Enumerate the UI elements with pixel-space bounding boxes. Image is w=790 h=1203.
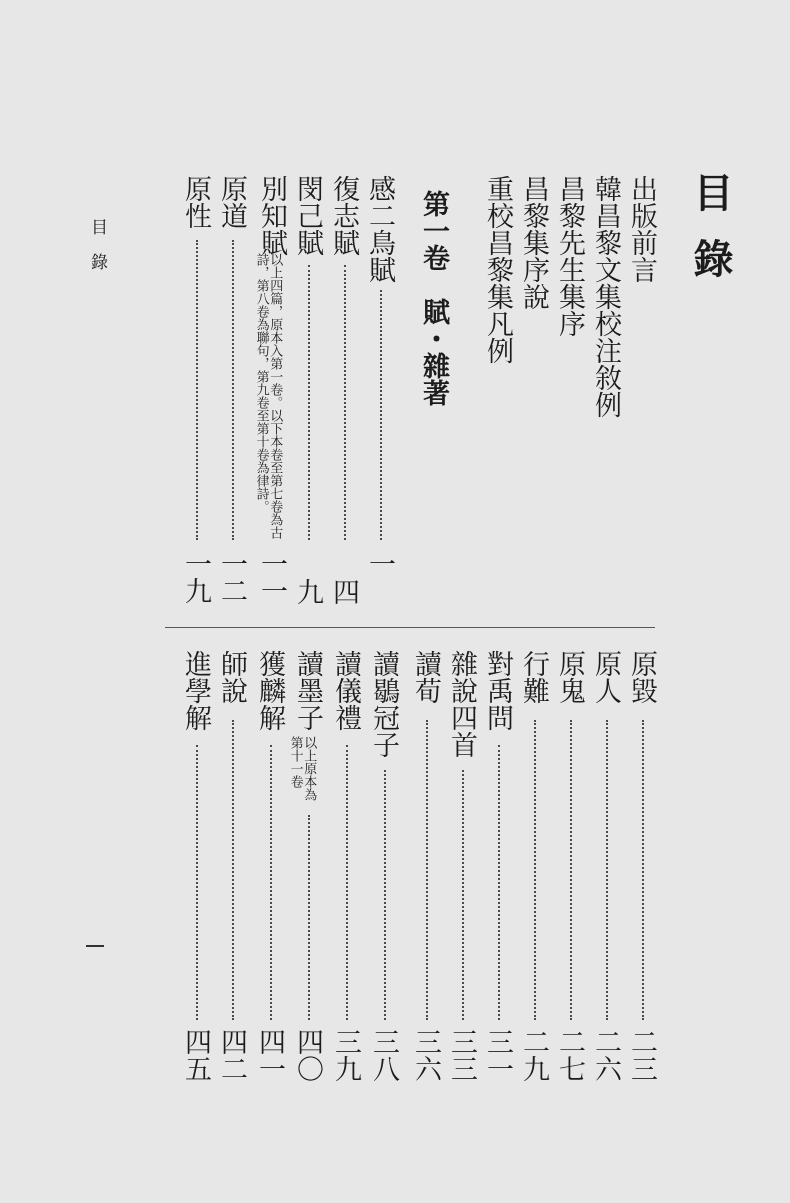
- toc-entry-page: 二七: [554, 1028, 585, 1082]
- toc-entry-title: 原毀: [626, 650, 657, 704]
- dot-leader: [642, 720, 644, 1020]
- toc-entry-title: 感二鳥賦: [364, 175, 395, 283]
- dot-leader: [498, 745, 500, 1020]
- toc-entry-title: 雜說四首: [446, 650, 477, 758]
- toc-entry-page: 一一: [256, 550, 287, 604]
- front-matter-item: 韓昌黎文集校注敘例: [590, 175, 621, 418]
- toc-entry-title: 進學解: [180, 650, 211, 731]
- page-title: 目錄: [687, 172, 734, 304]
- toc-entry-page: 九: [292, 578, 323, 605]
- toc-entry-page: 四一: [254, 1028, 285, 1082]
- toc-entry-title: 復志賦: [328, 175, 359, 256]
- dot-leader: [570, 720, 572, 1020]
- toc-entry-page: 一二: [216, 550, 247, 604]
- toc-entry-title: 原道: [216, 175, 247, 229]
- front-matter-item: 昌黎集序說: [518, 175, 549, 310]
- dot-leader: [462, 770, 464, 1020]
- toc-entry-title: 讀荀: [410, 650, 441, 704]
- toc-entry-note: 以上原本為第十一卷: [287, 736, 317, 801]
- toc-entry-page: 二九: [518, 1028, 549, 1082]
- dot-leader: [384, 770, 386, 1020]
- toc-entry-page: 三三: [446, 1028, 477, 1082]
- toc-entry-page: 二三: [626, 1028, 657, 1082]
- front-matter-item: 重校昌黎集凡例: [482, 175, 513, 364]
- dot-leader: [196, 240, 198, 540]
- toc-entry-title: 原人: [590, 650, 621, 704]
- dot-leader: [270, 745, 272, 1020]
- dot-leader: [232, 720, 234, 1020]
- divider-rule: [165, 627, 655, 628]
- dot-leader: [232, 240, 234, 540]
- toc-entry-page: 四五: [180, 1028, 211, 1082]
- toc-entry-title: 讀儀禮: [330, 650, 361, 731]
- toc-entry-page: 二六: [590, 1028, 621, 1082]
- dot-leader: [380, 290, 382, 540]
- volume-heading: 第一卷 賦・雜著: [418, 190, 449, 406]
- folio-mark: [86, 945, 104, 947]
- toc-entry-page: 三六: [410, 1028, 441, 1082]
- toc-entry-title: 讀鶡冠子: [368, 650, 399, 758]
- toc-entry-title: 師說: [216, 650, 247, 704]
- toc-entry-page: 四: [328, 578, 359, 605]
- toc-entry-page: 三一: [482, 1028, 513, 1082]
- toc-entry-page: 三八: [368, 1028, 399, 1082]
- toc-entry-title: 閔己賦: [292, 175, 323, 256]
- toc-entry-note: 以上四篇，原本入第一卷。以下本卷至第七卷為古詩，第八卷為聯句，第九卷至第十卷為律詩。: [253, 253, 283, 539]
- dot-leader: [196, 745, 198, 1020]
- toc-entry-page: 一九: [180, 550, 211, 604]
- dot-leader: [308, 265, 310, 540]
- front-matter-item: 出版前言: [626, 175, 657, 283]
- toc-entry-title: 原性: [180, 175, 211, 229]
- dot-leader: [308, 815, 310, 1020]
- toc-entry-page: 一: [364, 550, 395, 577]
- toc-entry-page: 四二: [216, 1028, 247, 1082]
- running-head: 目錄: [87, 218, 107, 288]
- toc-entry-title: 獲麟解: [254, 650, 285, 731]
- front-matter-item: 昌黎先生集序: [554, 175, 585, 337]
- dot-leader: [606, 720, 608, 1020]
- dot-leader: [346, 745, 348, 1020]
- dot-leader: [534, 720, 536, 1020]
- toc-entry-title: 原鬼: [554, 650, 585, 704]
- toc-entry-title: 對禹問: [482, 650, 513, 731]
- toc-entry-title: 讀墨子: [292, 650, 323, 731]
- dot-leader: [426, 720, 428, 1020]
- toc-entry-title: 別知賦: [256, 175, 287, 256]
- dot-leader: [344, 265, 346, 540]
- toc-entry-title: 行難: [518, 650, 549, 704]
- toc-entry-page: 三九: [330, 1028, 361, 1082]
- toc-entry-page: 四〇: [292, 1028, 323, 1082]
